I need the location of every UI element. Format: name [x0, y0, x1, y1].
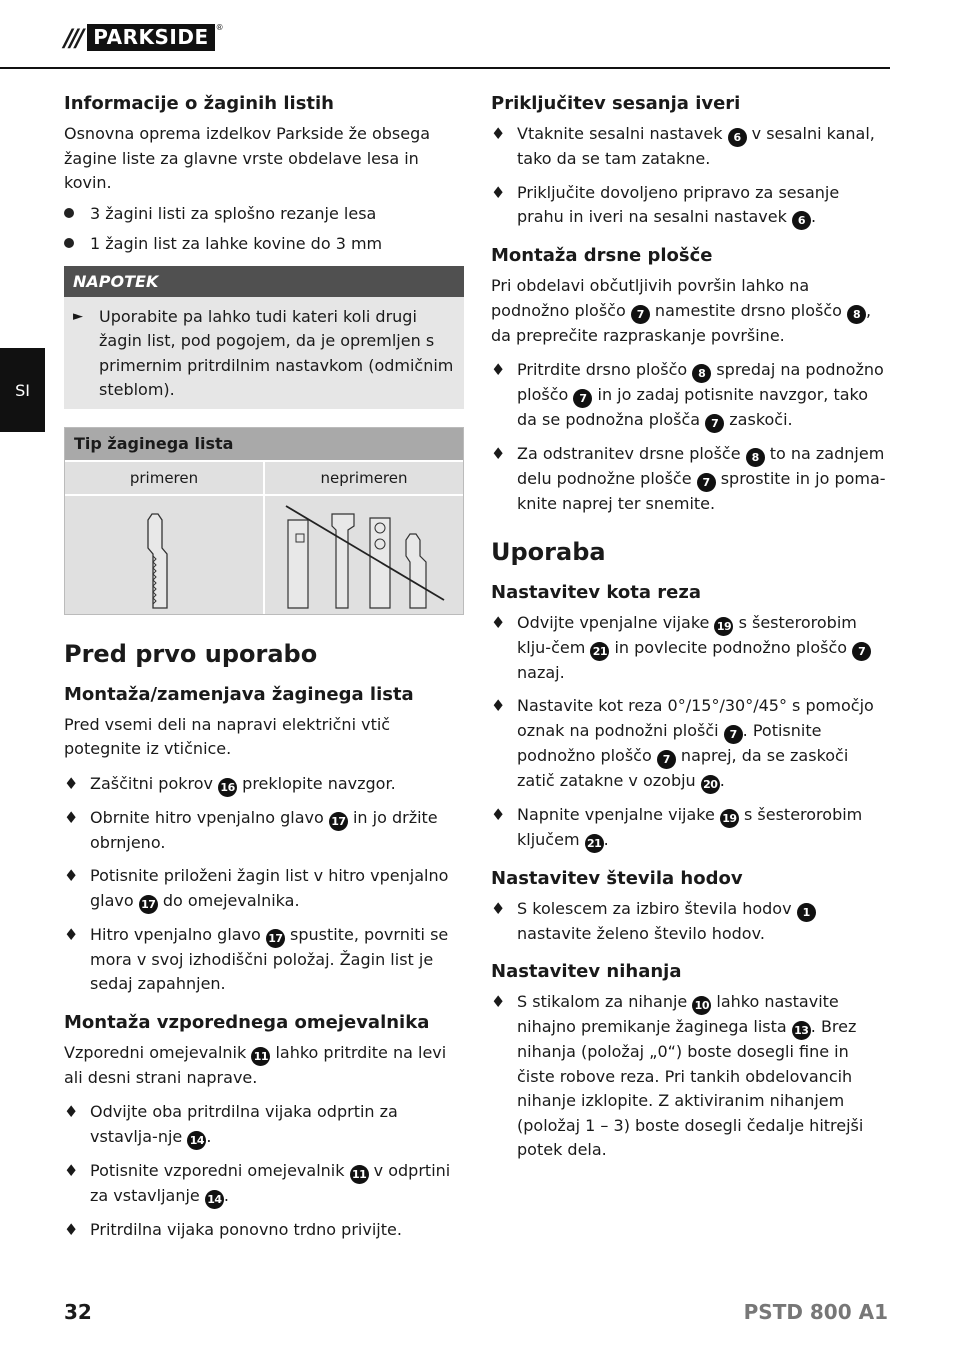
blade-type-table	[64, 427, 464, 615]
part-number-badge: 7	[852, 642, 871, 661]
part-number-badge: 7	[631, 305, 650, 324]
diamond-bullet-icon: ♦	[491, 898, 506, 918]
part-number-badge: 17	[139, 895, 158, 914]
diamond-bullet-icon: ♦	[64, 807, 79, 827]
instruction-list	[491, 611, 891, 853]
diamond-bullet-icon: ♦	[491, 124, 506, 143]
part-number-badge: 7	[573, 389, 592, 408]
instruction-list	[491, 897, 891, 947]
diamond-bullet-icon: ♦	[64, 924, 79, 944]
chapter-title: Pred prvo uporabo	[64, 639, 318, 668]
list-item: ♦ Hitro vpenjalno glavo 17 spustite, povrniti se mora v svoj izhodiščni položaj. Žagin list je sedaj zapahnjen.	[64, 924, 449, 993]
list-item: ♦ Vtaknite sesalni nastavek 6 v sesalni kanal, tako da se tam zatakne.	[491, 124, 875, 168]
list-item: ♦ Potisnite priloženi žagin list v hitro vpenjalno glavo 17 do omejevalnika.	[64, 864, 464, 914]
paragraph: Pred vsemi deli na napravi električni vtič potegnite iz vtičnice.	[64, 714, 391, 758]
instruction-list	[491, 358, 891, 517]
paragraph: Pri obdelavi občutljivih površin lahko na podnožno ploščo 7 namestite drsno ploščo 8 , da preprečite razpraskanje površine.	[491, 276, 872, 345]
list-item: ♦ Odvijte oba pritrdilna vijaka odprtin za vstavlja-nje 14 .	[64, 1100, 464, 1150]
diamond-bullet-icon: ♦	[491, 804, 506, 824]
section-title: Priključitev sesanja iveri	[491, 93, 741, 114]
note-body	[64, 297, 464, 409]
diamond-bullet-icon: ♦	[64, 1102, 79, 1121]
part-number-badge: 7	[657, 750, 676, 769]
diamond-bullet-icon: ♦	[64, 1219, 79, 1239]
list-item: ♦ S kolescem za izbiro števila hodov 1 nastavite želeno število hodov.	[491, 897, 891, 947]
unsuitable-blades-illustration	[263, 494, 463, 614]
part-number-badge: 21	[590, 642, 609, 661]
list-item: ♦ Pritrdite drsno ploščo 8 spredaj na podnožno ploščo 7 in jo zadaj potisnite navzgor, tako da se podnožna plošča 7 zaskoči.	[491, 358, 891, 433]
list-item: ♦ Napnite vpenjalne vijake 19 s šesterorobim ključem 21 .	[491, 803, 891, 853]
parkside-logo	[64, 24, 224, 51]
table-column-unsuitable: neprimeren	[263, 460, 463, 494]
logo-slashes: ///	[64, 23, 82, 52]
part-number-badge: 1	[797, 903, 816, 922]
bullet-list	[64, 202, 464, 257]
part-number-badge: 17	[266, 929, 285, 948]
paragraph: Osnovna oprema izdelkov Parkside že obsega žagine liste za glavne vrste obdelave lesa in kovin.	[64, 124, 431, 192]
list-item: ♦ Zaščitni pokrov 16 preklopite navzgor.	[64, 772, 464, 797]
section-title: Informacije o žaginih listih	[64, 93, 334, 114]
list-item: ♦ Za odstranitev drsne plošče 8 to na zadnjem delu podnožne plošče 7 sprostite in jo poma-knite naprej ter snemite.	[491, 444, 886, 513]
paragraph: Vzporedni omejevalnik 11 lahko pritrdite na levi ali desni strani naprave.	[64, 1042, 447, 1087]
part-number-badge: 6	[792, 211, 811, 230]
list-item: ♦ S stikalom za nihanje 10 lahko nastavite nihajno premikanje žaginega lista 13 . Brez nihanja (položaj „0“) boste dosegli fine in čiste robove reza. Pri tankih obdelovancih nihanje izklopite. Z aktiviranim nihanjem (položaj 1 – 3) boste dosegli čedalje hitrejši potek dela.	[491, 992, 864, 1159]
list-item: ♦ Priključite dovoljeno pripravo za sesanje prahu in iveri na sesalni nastavek 6 .	[491, 181, 891, 231]
instruction-list	[491, 122, 891, 230]
note-item: ► Uporabite pa lahko tudi kateri koli drugi žagin list, pod pogojem, da je opremljen s primernim pritrdilnim nastavkom (odmičnim steblom).	[73, 306, 454, 399]
list-item: ♦ Potisnite vzporedni omejevalnik 11 v odprtini za vstavljanje 14 .	[64, 1159, 464, 1209]
suitable-blade-illustration	[65, 494, 263, 614]
section-title: Montaža vzporednega omejevalnika	[64, 1011, 430, 1033]
diamond-bullet-icon: ♦	[64, 866, 79, 885]
section-title: Nastavitev kota reza	[491, 581, 701, 603]
bullet-dot-icon	[64, 208, 74, 218]
diamond-bullet-icon: ♦	[491, 444, 506, 463]
part-number-badge: 13	[792, 1021, 811, 1040]
part-number-badge: 6	[728, 128, 747, 147]
part-number-badge: 17	[329, 812, 348, 831]
diamond-bullet-icon: ♦	[64, 773, 79, 793]
logo-registered: ®	[215, 23, 224, 32]
arrow-right-icon: ►	[73, 308, 83, 324]
instruction-list	[64, 1100, 464, 1242]
section-title: Nastavitev števila hodov	[491, 867, 743, 889]
part-number-badge: 14	[205, 1190, 224, 1209]
list-item: 3 žagini listi za splošno rezanje lesa	[64, 202, 464, 227]
section-title: Montaža/zamenjava žaginega lista	[64, 683, 414, 705]
list-item: 1 žagin list za lahke kovine do 3 mm	[64, 232, 464, 257]
language-tab: SI	[0, 348, 45, 432]
chapter-title: Uporaba	[491, 537, 606, 566]
instruction-list	[64, 772, 464, 997]
table-column-suitable: primeren	[65, 460, 263, 494]
list-item: ♦ Nastavite kot reza 0°/15°/30°/45° s pomočjo oznak na podnožni plošči 7 . Potisnite podnožno ploščo 7 naprej, da se zaskoči zatič zatakne v ozobju 20 .	[491, 694, 891, 794]
section-title: Nastavitev nihanja	[491, 961, 682, 982]
list-item: ♦ Odvijte vpenjalne vijake 19 s šesterorobim klju-čem 21 in povlecite podnožno ploščo 7 nazaj.	[491, 611, 891, 686]
unsuitable-blades-icon	[266, 496, 462, 614]
part-number-badge: 14	[187, 1131, 206, 1150]
bullet-dot-icon	[64, 238, 74, 248]
part-number-badge: 7	[724, 725, 743, 744]
list-item: ♦ Obrnite hitro vpenjalno glavo 17 in jo držite obrnjeno.	[64, 807, 438, 852]
part-number-badge: 19	[714, 617, 733, 636]
right-column	[491, 92, 891, 1172]
logo-brand: PARKSIDE	[87, 24, 214, 51]
diamond-bullet-icon: ♦	[491, 360, 506, 379]
part-number-badge: 7	[705, 414, 724, 433]
part-number-badge: 16	[218, 778, 237, 797]
left-column	[64, 92, 464, 1251]
part-number-badge: 11	[350, 1165, 369, 1184]
diamond-bullet-icon: ♦	[491, 182, 506, 202]
diamond-bullet-icon: ♦	[64, 1160, 79, 1180]
part-number-badge: 8	[746, 448, 765, 467]
model-name: PSTD 800 A1	[743, 1300, 888, 1324]
note-header: NAPOTEK	[64, 266, 464, 297]
part-number-badge: 7	[697, 473, 716, 492]
instruction-list	[491, 990, 891, 1163]
header-rule	[0, 67, 890, 69]
diamond-bullet-icon: ♦	[491, 696, 506, 715]
part-number-badge: 10	[692, 996, 711, 1015]
part-number-badge: 8	[692, 364, 711, 383]
diamond-bullet-icon: ♦	[491, 612, 506, 632]
page-number: 32	[64, 1300, 92, 1324]
part-number-badge: 20	[701, 775, 720, 794]
diamond-bullet-icon: ♦	[491, 992, 506, 1011]
section-title: Montaža drsne plošče	[491, 245, 713, 266]
part-number-badge: 21	[585, 834, 604, 853]
part-number-badge: 11	[251, 1047, 270, 1066]
part-number-badge: 19	[720, 809, 739, 828]
list-item: ♦ Pritrdilna vijaka ponovno trdno privijte.	[64, 1218, 464, 1243]
table-header: Tip žaginega lista	[65, 428, 463, 460]
suitable-blade-icon	[66, 496, 262, 614]
part-number-badge: 8	[847, 305, 866, 324]
